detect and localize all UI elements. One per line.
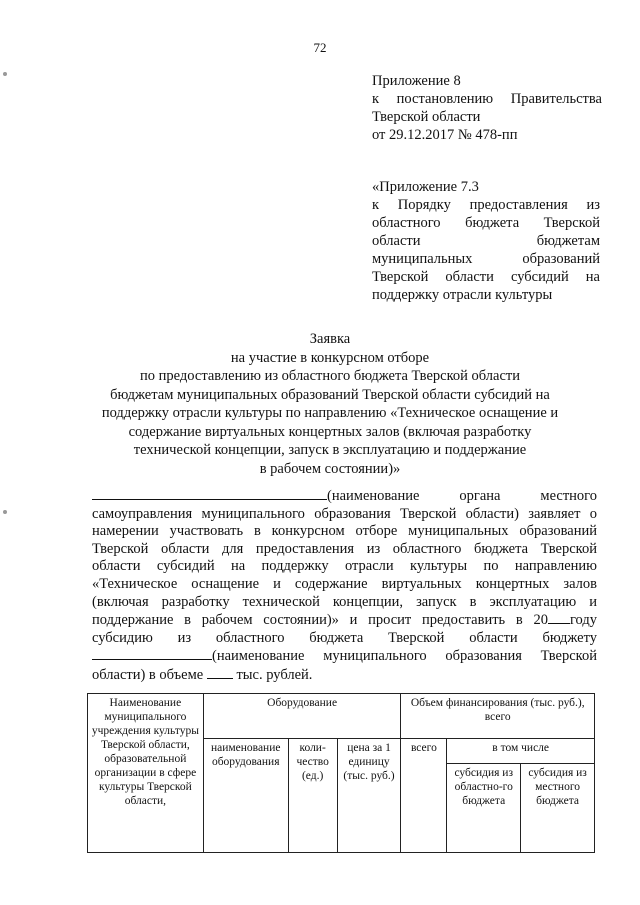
title-line: на участие в конкурсном отборе (230, 349, 430, 366)
body-line: намерении участвовать в конкурсном отборе муниципальных образований (92, 523, 597, 540)
body-line (92, 647, 597, 666)
appendix-line: от 29.12.2017 № 478-пп (372, 127, 518, 143)
appendix-line: Тверской области субсидий на (372, 269, 600, 285)
fill-in-blank (92, 647, 212, 660)
appendix-line: области бюджетам (372, 233, 600, 249)
column-header: в том числе (447, 739, 595, 764)
application-body (92, 487, 597, 685)
body-text: области) в объеме (92, 666, 207, 683)
page-number: 72 (313, 40, 327, 55)
amount-blank (207, 666, 233, 679)
column-header: наименование оборудования (203, 739, 288, 853)
body-line: области субсидий на поддержку отрасли культуры по направлению (92, 558, 597, 575)
column-header: коли-чество (ед.) (288, 739, 337, 853)
body-line: (включая разработку технической концепции, запуск в эксплуатацию и (92, 593, 597, 610)
body-line: Тверской области для предоставления из областного бюджета Тверской (92, 540, 597, 557)
appendix-7-3-header (372, 178, 600, 304)
body-text: году (569, 612, 597, 629)
appendix-line: к постановлению Правительства (372, 91, 602, 107)
appendix-line: Тверской области (372, 109, 481, 125)
appendix-line: «Приложение 7.3 (372, 179, 479, 195)
appendix-line: областного бюджета Тверской (372, 215, 600, 231)
body-line (92, 611, 597, 630)
application-title (90, 330, 570, 478)
appendix-line: Приложение 8 (372, 73, 461, 89)
year-blank (548, 611, 570, 624)
fill-in-blank (92, 487, 327, 500)
appendix-line: муниципальных образований (372, 251, 600, 267)
scan-mark (3, 510, 7, 514)
title-line: содержание виртуальных концертных залов (включая разработку (128, 423, 532, 440)
table-header-row (88, 694, 595, 739)
title-line: технической концепции, запуск в эксплуатацию и поддержание (133, 442, 527, 458)
column-header: субсидия из областно-го бюджета (447, 764, 521, 853)
body-text: (наименование муниципального образования Тверской (212, 648, 597, 665)
column-header: Наименование муниципального учреждения культуры Тверской области, образовательной организации в сфере культуры Тверской области, (88, 694, 204, 853)
body-line (92, 666, 597, 685)
appendix-8-header (372, 72, 602, 144)
column-header: субсидия из местного бюджета (521, 764, 595, 853)
body-line: самоуправления муниципального образования Тверской области) заявляет о (92, 505, 597, 522)
body-line: субсидию из областного бюджета Тверской области бюджету (92, 629, 597, 646)
appendix-line: поддержку отрасли культуры (372, 287, 553, 303)
column-header: Оборудование (203, 694, 401, 739)
column-header: Объем финансирования (тыс. руб.), всего (401, 694, 595, 739)
appendix-line: к Порядку предоставления из (372, 197, 600, 213)
title-line: по предоставлению из областного бюджета Тверской области (140, 368, 520, 384)
scan-mark (3, 72, 7, 76)
body-line (92, 487, 597, 506)
body-text: поддержание в рабочем состоянии)» и просит предоставить в 20 (92, 612, 548, 629)
column-header: всего (401, 739, 447, 853)
title-line: бюджетам муниципальных образований Тверской области субсидий на (110, 386, 550, 403)
body-line: «Техническое оснащение и содержание виртуальных концертных залов (92, 575, 597, 592)
body-text: (наименование органа местного (327, 488, 597, 504)
column-header: цена за 1 единицу (тыс. руб.) (337, 739, 401, 853)
title-line: Заявка (309, 331, 351, 347)
body-text: тыс. рублей. (232, 666, 313, 683)
title-line: в рабочем состоянии)» (259, 460, 401, 477)
funding-table (87, 693, 595, 853)
title-line: поддержку отрасли культуры по направлению «Техническое оснащение и (101, 405, 559, 421)
